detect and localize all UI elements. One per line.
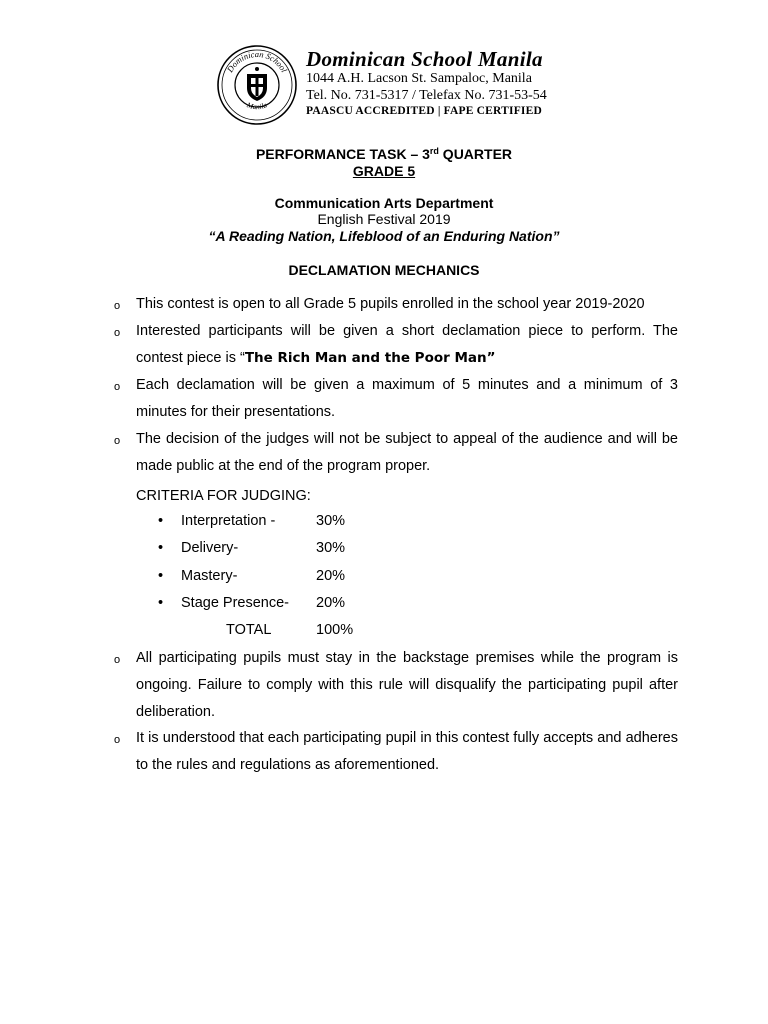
criteria-value: 20% bbox=[316, 568, 346, 584]
bullet-icon: • bbox=[158, 513, 164, 529]
seal-top-text: Dominican School bbox=[224, 48, 290, 74]
list-marker: o bbox=[114, 435, 121, 447]
event-title: English Festival 2019 bbox=[317, 211, 451, 227]
task-title-sup: rd bbox=[429, 146, 439, 156]
criteria-label: Mastery- bbox=[181, 568, 238, 584]
rule-text: All participating pupils must stay in the backstage premises while the program is ongoing. Failure to comply with this rule will disqualify the participating pupil after deliberation. bbox=[136, 650, 678, 720]
criteria-label: Stage Presence- bbox=[181, 595, 290, 611]
list-marker: o bbox=[114, 327, 121, 339]
seal-bottom-text: Manila bbox=[245, 100, 269, 112]
rule-text: Each declamation will be given a maximum of 5 minutes and a minimum of 3 minutes for their presentations. bbox=[136, 377, 678, 420]
school-phone: Tel. No. 731-5317 / Telefax No. 731-53-54 bbox=[306, 88, 547, 103]
task-title bbox=[0, 146, 768, 162]
bullet-icon: • bbox=[158, 595, 164, 611]
list-marker: o bbox=[114, 654, 121, 666]
rule-text-part: Interested participants will be given a short declamation piece to perform. The contest piece is “ bbox=[136, 323, 678, 366]
rule-text: It is understood that each participating pupil in this contest fully accepts and adheres to the rules and regulations as aforementioned. bbox=[136, 730, 678, 773]
department-title: Communication Arts Department bbox=[274, 195, 494, 211]
school-accreditation: PAASCU ACCREDITED | FAPE CERTIFIED bbox=[306, 105, 542, 117]
rule-text: The decision of the judges will not be subject to appeal of the audience and will be made public at the end of the program proper. bbox=[136, 431, 678, 474]
criteria-value: 30% bbox=[316, 513, 346, 529]
school-header bbox=[306, 48, 547, 119]
task-title-suffix: QUARTER bbox=[438, 146, 513, 162]
school-address: 1044 A.H. Lacson St. Sampaloc, Manila bbox=[306, 71, 532, 86]
rule-text bbox=[136, 318, 678, 372]
school-seal-logo bbox=[216, 44, 298, 126]
rule-text: This contest is open to all Grade 5 pupils enrolled in the school year 2019-2020 bbox=[136, 296, 645, 312]
bullet-icon: • bbox=[158, 568, 164, 584]
criteria-value: 20% bbox=[316, 595, 346, 611]
criteria-label: Delivery- bbox=[181, 540, 239, 556]
svg-text:Manila bbox=[245, 100, 269, 111]
criteria-label: Interpretation - bbox=[181, 513, 276, 529]
criteria-value: 30% bbox=[316, 540, 346, 556]
list-marker: o bbox=[114, 300, 121, 312]
task-title-prefix: PERFORMANCE TASK – 3 bbox=[255, 146, 430, 162]
criteria-heading: CRITERIA FOR JUDGING: bbox=[136, 488, 311, 504]
contest-piece-title: The Rich Man and the Poor Man” bbox=[244, 350, 496, 366]
bullet-icon: • bbox=[158, 540, 164, 556]
grade-title: GRADE 5 bbox=[352, 163, 416, 179]
list-marker: o bbox=[114, 734, 121, 746]
school-name: Dominican School Manila bbox=[306, 47, 543, 71]
criteria-total-label: TOTAL bbox=[226, 622, 272, 638]
section-heading: DECLAMATION MECHANICS bbox=[288, 262, 480, 278]
list-marker: o bbox=[114, 381, 121, 393]
theme-title: “A Reading Nation, Lifeblood of an Enduring Nation” bbox=[208, 228, 560, 244]
criteria-total-value: 100% bbox=[316, 622, 354, 638]
